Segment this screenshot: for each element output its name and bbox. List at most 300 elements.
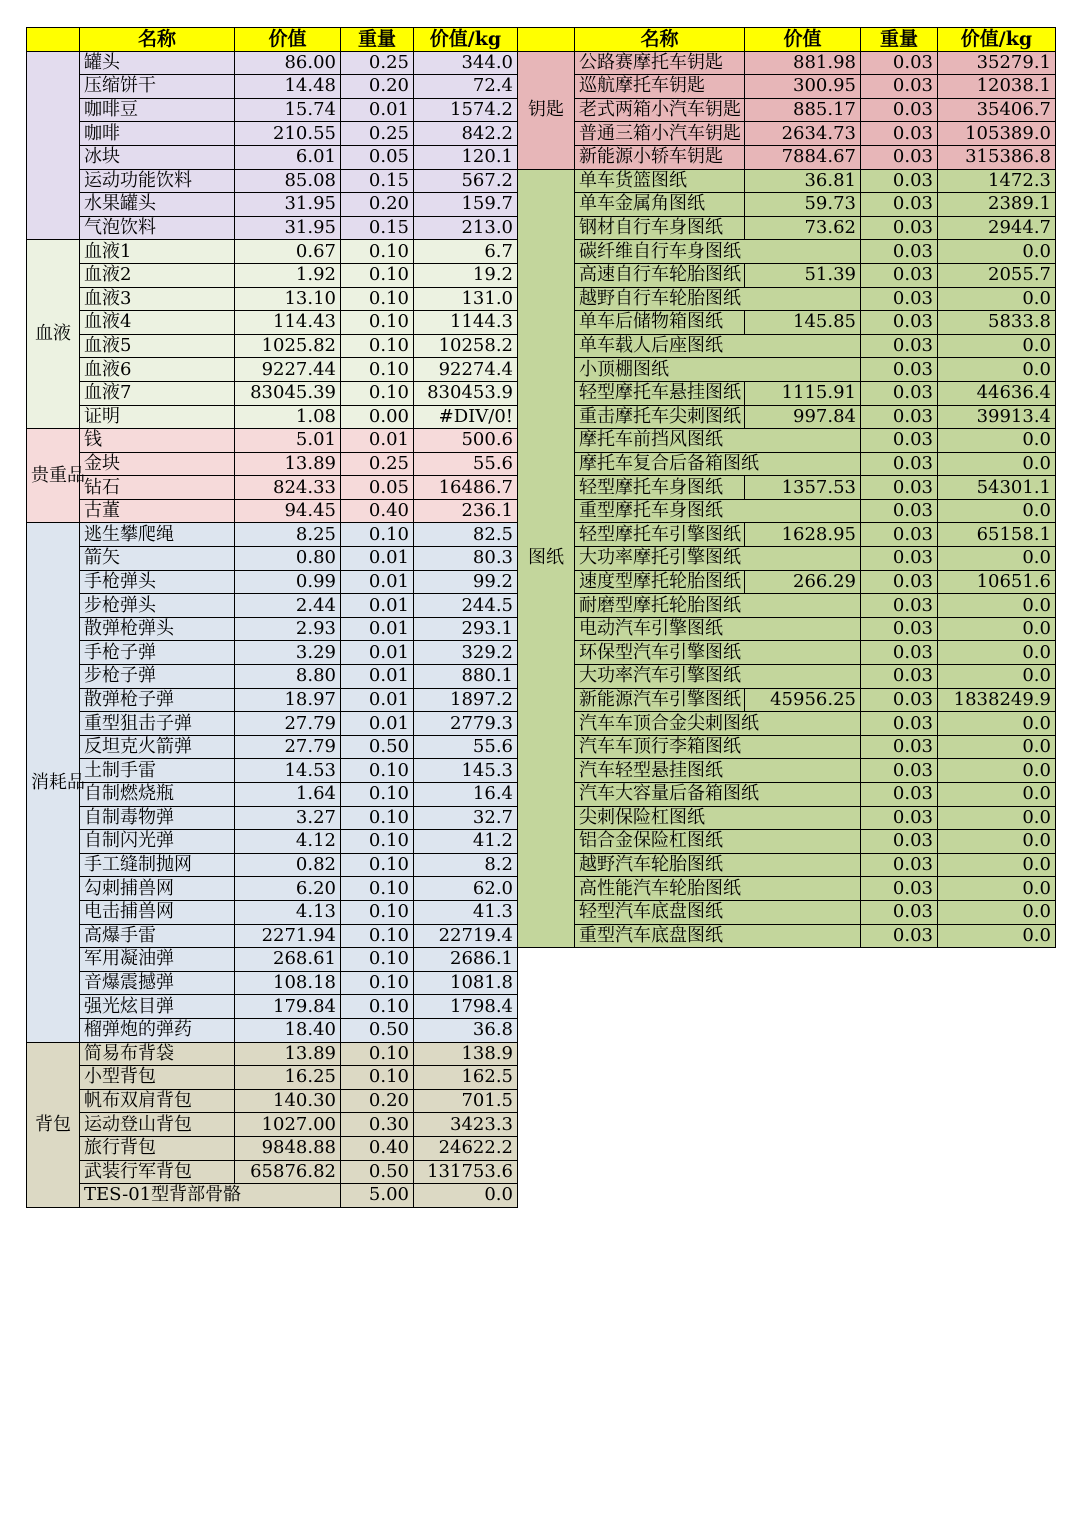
table-row: [27, 193, 518, 217]
right-item-table: [517, 27, 1056, 948]
category-label: 背包: [27, 1042, 80, 1207]
item-value-cell: 16.25: [235, 1066, 341, 1090]
item-weight-cell: 0.20: [341, 1089, 414, 1113]
item-weight-cell: 0.10: [341, 1066, 414, 1090]
item-name-cell: 自制毒物弹: [80, 806, 235, 830]
item-ratio-cell: 2779.3: [414, 712, 518, 736]
item-name-cell: 血液5: [80, 334, 235, 358]
item-value-cell: 0.99: [235, 570, 341, 594]
item-value-cell: 268.61: [235, 948, 341, 972]
item-ratio-cell: 41.2: [414, 830, 518, 854]
item-weight-cell: 0.03: [861, 240, 938, 264]
table-row: [27, 1066, 518, 1090]
item-value-cell: 5.01: [235, 429, 341, 453]
item-weight-cell: 0.03: [861, 924, 938, 948]
item-weight-cell: 0.05: [341, 145, 414, 169]
item-name-cell: 武装行军背包: [80, 1160, 235, 1184]
left-header-row: [27, 28, 518, 52]
table-row: [518, 712, 1056, 736]
right-header-weight: 重量: [861, 28, 938, 52]
table-row: [518, 617, 1056, 641]
item-ratio-cell: 0.0: [938, 617, 1056, 641]
item-ratio-cell: 16.4: [414, 783, 518, 807]
item-ratio-cell: 2389.1: [938, 193, 1056, 217]
item-value-cell: 9227.44: [235, 358, 341, 382]
table-row: [518, 853, 1056, 877]
item-value-cell: 108.18: [235, 971, 341, 995]
item-weight-cell: 0.10: [341, 783, 414, 807]
table-row: [27, 452, 518, 476]
item-weight-cell: 0.03: [861, 169, 938, 193]
table-row: [27, 51, 518, 75]
table-row: [27, 924, 518, 948]
item-value-cell: 31.95: [235, 193, 341, 217]
item-name-cell: 血液4: [80, 311, 235, 335]
item-name-cell: 自制燃烧瓶: [80, 783, 235, 807]
item-value-cell: 36.81: [745, 169, 861, 193]
item-name-cell: 越野自行车轮胎图纸: [575, 287, 861, 311]
item-name-cell: 巡航摩托车钥匙: [575, 75, 745, 99]
item-ratio-cell: 22719.4: [414, 924, 518, 948]
item-value-cell: 1115.91: [745, 381, 861, 405]
item-name-cell: 高速自行车轮胎图纸: [575, 263, 745, 287]
item-name-cell: 耐磨型摩托轮胎图纸: [575, 594, 861, 618]
item-weight-cell: 0.03: [861, 570, 938, 594]
item-name-cell: 钢材自行车身图纸: [575, 216, 745, 240]
item-weight-cell: 0.03: [861, 145, 938, 169]
item-value-cell: 73.62: [745, 216, 861, 240]
table-row: [518, 759, 1056, 783]
item-weight-cell: 0.01: [341, 665, 414, 689]
item-weight-cell: 0.03: [861, 830, 938, 854]
item-value-cell: 94.45: [235, 499, 341, 523]
item-name-cell: 单车金属角图纸: [575, 193, 745, 217]
item-weight-cell: 0.01: [341, 712, 414, 736]
item-ratio-cell: 0.0: [938, 759, 1056, 783]
table-row: [27, 688, 518, 712]
item-name-cell: 金块: [80, 452, 235, 476]
item-weight-cell: 0.03: [861, 51, 938, 75]
item-name-cell: 逃生攀爬绳: [80, 523, 235, 547]
item-ratio-cell: 236.1: [414, 499, 518, 523]
item-ratio-cell: 41.3: [414, 900, 518, 924]
item-ratio-cell: 105389.0: [938, 122, 1056, 146]
item-ratio-cell: 19.2: [414, 263, 518, 287]
item-weight-cell: 0.15: [341, 169, 414, 193]
table-row: [27, 1018, 518, 1042]
table-row: [27, 948, 518, 972]
item-ratio-cell: 12038.1: [938, 75, 1056, 99]
item-value-cell: 885.17: [745, 98, 861, 122]
item-weight-cell: 0.03: [861, 641, 938, 665]
table-row: [518, 98, 1056, 122]
item-name-cell: 重型摩托车身图纸: [575, 499, 861, 523]
table-row: [518, 830, 1056, 854]
table-row: [27, 523, 518, 547]
item-ratio-cell: 293.1: [414, 617, 518, 641]
item-ratio-cell: 0.0: [938, 853, 1056, 877]
item-weight-cell: 0.03: [861, 287, 938, 311]
item-value-cell: 18.97: [235, 688, 341, 712]
table-row: [27, 263, 518, 287]
item-ratio-cell: 1897.2: [414, 688, 518, 712]
item-weight-cell: 0.03: [861, 499, 938, 523]
item-weight-cell: 0.01: [341, 641, 414, 665]
item-weight-cell: 0.03: [861, 688, 938, 712]
table-row: [27, 1042, 518, 1066]
item-ratio-cell: 55.6: [414, 452, 518, 476]
item-weight-cell: 0.10: [341, 334, 414, 358]
table-row: [27, 75, 518, 99]
item-ratio-cell: 0.0: [938, 452, 1056, 476]
item-weight-cell: 0.10: [341, 877, 414, 901]
item-weight-cell: 0.10: [341, 263, 414, 287]
table-row: [518, 570, 1056, 594]
item-weight-cell: 0.05: [341, 476, 414, 500]
item-name-cell: 手枪子弹: [80, 641, 235, 665]
item-weight-cell: 0.01: [341, 98, 414, 122]
item-name-cell: 重型狙击子弹: [80, 712, 235, 736]
item-name-cell: 汽车大容量后备箱图纸: [575, 783, 861, 807]
item-name-cell: 大功率汽车引擎图纸: [575, 665, 861, 689]
item-ratio-cell: 62.0: [414, 877, 518, 901]
item-weight-cell: 0.10: [341, 311, 414, 335]
table-row: [518, 193, 1056, 217]
category-label: 血液: [27, 240, 80, 429]
item-ratio-cell: 0.0: [938, 735, 1056, 759]
item-weight-cell: 0.10: [341, 971, 414, 995]
table-row: [518, 287, 1056, 311]
item-name-cell: 咖啡豆: [80, 98, 235, 122]
item-weight-cell: 0.03: [861, 712, 938, 736]
item-ratio-cell: 159.7: [414, 193, 518, 217]
item-name-cell: 单车载人后座图纸: [575, 334, 861, 358]
item-ratio-cell: 80.3: [414, 547, 518, 571]
table-row: [27, 594, 518, 618]
item-weight-cell: 0.10: [341, 948, 414, 972]
item-name-cell: 古董: [80, 499, 235, 523]
item-name-cell: 新能源汽车引擎图纸: [575, 688, 745, 712]
item-value-cell: 0.80: [235, 547, 341, 571]
item-ratio-cell: 5833.8: [938, 311, 1056, 335]
item-name-cell: 散弹枪子弹: [80, 688, 235, 712]
item-ratio-cell: 2944.7: [938, 216, 1056, 240]
item-value-cell: 179.84: [235, 995, 341, 1019]
table-row: [27, 476, 518, 500]
item-weight-cell: 0.03: [861, 122, 938, 146]
item-weight-cell: 0.20: [341, 193, 414, 217]
item-name-cell: 运动登山背包: [80, 1113, 235, 1137]
item-weight-cell: 0.10: [341, 995, 414, 1019]
table-row: [27, 783, 518, 807]
item-weight-cell: 0.03: [861, 853, 938, 877]
item-name-cell: 摩托车前挡风图纸: [575, 429, 861, 453]
table-row: [518, 405, 1056, 429]
item-weight-cell: 0.03: [861, 98, 938, 122]
item-ratio-cell: 138.9: [414, 1042, 518, 1066]
item-ratio-cell: 0.0: [938, 877, 1056, 901]
table-row: [27, 900, 518, 924]
category-label: 消耗品: [27, 523, 80, 1042]
item-name-cell: 勾刺捕兽网: [80, 877, 235, 901]
item-value-cell: 7884.67: [745, 145, 861, 169]
item-name-cell: 大功率摩托引擎图纸: [575, 547, 861, 571]
table-row: [518, 900, 1056, 924]
item-weight-cell: 0.10: [341, 830, 414, 854]
item-weight-cell: 0.10: [341, 523, 414, 547]
item-weight-cell: 0.01: [341, 688, 414, 712]
item-name-cell: 简易布背袋: [80, 1042, 235, 1066]
table-row: [27, 429, 518, 453]
item-value-cell: 140.30: [235, 1089, 341, 1113]
item-name-cell: 高爆手雷: [80, 924, 235, 948]
item-value-cell: 4.12: [235, 830, 341, 854]
item-ratio-cell: 145.3: [414, 759, 518, 783]
item-weight-cell: 0.10: [341, 381, 414, 405]
item-ratio-cell: 10651.6: [938, 570, 1056, 594]
item-name-cell: TES-01型背部骨骼: [80, 1184, 341, 1208]
item-value-cell: 4.13: [235, 900, 341, 924]
item-weight-cell: 0.10: [341, 853, 414, 877]
item-ratio-cell: 39913.4: [938, 405, 1056, 429]
table-row: [27, 1160, 518, 1184]
item-name-cell: 旅行背包: [80, 1136, 235, 1160]
table-row: [27, 122, 518, 146]
table-row: [518, 51, 1056, 75]
table-row: [518, 877, 1056, 901]
item-weight-cell: 0.10: [341, 287, 414, 311]
item-ratio-cell: 213.0: [414, 216, 518, 240]
item-ratio-cell: 16486.7: [414, 476, 518, 500]
item-ratio-cell: 35406.7: [938, 98, 1056, 122]
table-row: [518, 523, 1056, 547]
item-weight-cell: 0.03: [861, 452, 938, 476]
item-name-cell: 自制闪光弹: [80, 830, 235, 854]
left-header-value: 价值: [235, 28, 341, 52]
item-ratio-cell: 830453.9: [414, 381, 518, 405]
item-weight-cell: 0.03: [861, 216, 938, 240]
table-row: [518, 783, 1056, 807]
item-weight-cell: 0.10: [341, 240, 414, 264]
table-row: [27, 358, 518, 382]
item-name-cell: 速度型摩托轮胎图纸: [575, 570, 745, 594]
item-ratio-cell: 35279.1: [938, 51, 1056, 75]
item-ratio-cell: 0.0: [414, 1184, 518, 1208]
table-row: [518, 145, 1056, 169]
item-ratio-cell: 0.0: [938, 499, 1056, 523]
item-value-cell: 86.00: [235, 51, 341, 75]
item-value-cell: 824.33: [235, 476, 341, 500]
item-name-cell: 越野汽车轮胎图纸: [575, 853, 861, 877]
table-row: [518, 334, 1056, 358]
table-row: [27, 240, 518, 264]
category-label: 贵重品: [27, 429, 80, 523]
item-value-cell: 0.82: [235, 853, 341, 877]
item-name-cell: 军用凝油弹: [80, 948, 235, 972]
item-value-cell: 2634.73: [745, 122, 861, 146]
item-name-cell: 公路赛摩托车钥匙: [575, 51, 745, 75]
item-value-cell: 266.29: [745, 570, 861, 594]
item-name-cell: 轻型汽车底盘图纸: [575, 900, 861, 924]
item-weight-cell: 0.25: [341, 122, 414, 146]
table-row: [518, 452, 1056, 476]
table-row: [27, 405, 518, 429]
item-name-cell: 气泡饮料: [80, 216, 235, 240]
item-weight-cell: 0.03: [861, 405, 938, 429]
item-ratio-cell: 0.0: [938, 830, 1056, 854]
item-value-cell: 8.25: [235, 523, 341, 547]
item-ratio-cell: 131.0: [414, 287, 518, 311]
item-value-cell: 85.08: [235, 169, 341, 193]
item-weight-cell: 0.10: [341, 924, 414, 948]
item-weight-cell: 0.03: [861, 900, 938, 924]
item-weight-cell: 0.01: [341, 617, 414, 641]
item-ratio-cell: 55.6: [414, 735, 518, 759]
item-weight-cell: 0.50: [341, 1160, 414, 1184]
item-ratio-cell: 8.2: [414, 853, 518, 877]
item-ratio-cell: 0.0: [938, 783, 1056, 807]
item-name-cell: 铝合金保险杠图纸: [575, 830, 861, 854]
item-name-cell: 轻型摩托车引擎图纸: [575, 523, 745, 547]
item-name-cell: 步枪子弹: [80, 665, 235, 689]
item-name-cell: 轻型摩托车悬挂图纸: [575, 381, 745, 405]
right-header-name: 名称: [575, 28, 745, 52]
item-name-cell: 反坦克火箭弹: [80, 735, 235, 759]
table-row: [27, 145, 518, 169]
item-name-cell: 冰块: [80, 145, 235, 169]
right-header-ratio: 价值/kg: [938, 28, 1056, 52]
item-value-cell: 2.93: [235, 617, 341, 641]
item-weight-cell: 0.03: [861, 783, 938, 807]
table-row: [27, 617, 518, 641]
item-name-cell: 血液3: [80, 287, 235, 311]
item-name-cell: 轻型摩托车身图纸: [575, 476, 745, 500]
item-name-cell: 手枪弹头: [80, 570, 235, 594]
item-ratio-cell: 162.5: [414, 1066, 518, 1090]
item-value-cell: 1027.00: [235, 1113, 341, 1137]
table-row: [27, 1089, 518, 1113]
table-row: [27, 712, 518, 736]
item-value-cell: 13.10: [235, 287, 341, 311]
item-value-cell: 6.01: [235, 145, 341, 169]
item-weight-cell: 0.10: [341, 806, 414, 830]
item-name-cell: 强光炫目弹: [80, 995, 235, 1019]
item-weight-cell: 0.03: [861, 594, 938, 618]
item-ratio-cell: 72.4: [414, 75, 518, 99]
table-row: [27, 570, 518, 594]
item-name-cell: 汽车车顶行李箱图纸: [575, 735, 861, 759]
item-ratio-cell: 54301.1: [938, 476, 1056, 500]
item-ratio-cell: 701.5: [414, 1089, 518, 1113]
item-value-cell: 881.98: [745, 51, 861, 75]
item-ratio-cell: 2055.7: [938, 263, 1056, 287]
item-ratio-cell: 1574.2: [414, 98, 518, 122]
table-row: [27, 830, 518, 854]
table-row: [27, 995, 518, 1019]
item-weight-cell: 0.03: [861, 311, 938, 335]
item-name-cell: 血液7: [80, 381, 235, 405]
item-value-cell: 13.89: [235, 452, 341, 476]
item-name-cell: 血液1: [80, 240, 235, 264]
table-row: [518, 688, 1056, 712]
item-ratio-cell: 0.0: [938, 665, 1056, 689]
table-row: [27, 216, 518, 240]
item-ratio-cell: 842.2: [414, 122, 518, 146]
item-name-cell: 钻石: [80, 476, 235, 500]
table-row: [27, 547, 518, 571]
item-ratio-cell: 244.5: [414, 594, 518, 618]
item-weight-cell: 0.03: [861, 735, 938, 759]
table-row: [518, 594, 1056, 618]
right-header-category: [518, 28, 575, 52]
category-label: 图纸: [518, 169, 575, 948]
item-value-cell: 1.64: [235, 783, 341, 807]
table-row: [518, 429, 1056, 453]
item-value-cell: 114.43: [235, 311, 341, 335]
item-value-cell: 1357.53: [745, 476, 861, 500]
item-ratio-cell: 0.0: [938, 641, 1056, 665]
item-weight-cell: 0.03: [861, 806, 938, 830]
table-row: [518, 924, 1056, 948]
item-ratio-cell: 131753.6: [414, 1160, 518, 1184]
item-weight-cell: 0.15: [341, 216, 414, 240]
item-weight-cell: 0.01: [341, 547, 414, 571]
table-row: [27, 735, 518, 759]
item-ratio-cell: 0.0: [938, 429, 1056, 453]
item-name-cell: 罐头: [80, 51, 235, 75]
table-row: [518, 216, 1056, 240]
table-row: [518, 311, 1056, 335]
item-ratio-cell: 32.7: [414, 806, 518, 830]
item-value-cell: 1.08: [235, 405, 341, 429]
table-row: [518, 75, 1056, 99]
item-ratio-cell: 6.7: [414, 240, 518, 264]
item-weight-cell: 0.03: [861, 75, 938, 99]
item-weight-cell: 0.03: [861, 429, 938, 453]
item-ratio-cell: 1838249.9: [938, 688, 1056, 712]
table-row: [27, 641, 518, 665]
item-weight-cell: 0.00: [341, 405, 414, 429]
table-row: [518, 499, 1056, 523]
item-name-cell: 高性能汽车轮胎图纸: [575, 877, 861, 901]
left-item-table: [26, 27, 518, 1208]
category-label: [27, 51, 80, 240]
item-weight-cell: 0.03: [861, 358, 938, 382]
table-row: [27, 877, 518, 901]
item-name-cell: 小顶棚图纸: [575, 358, 861, 382]
item-value-cell: 1628.95: [745, 523, 861, 547]
item-ratio-cell: 0.0: [938, 358, 1056, 382]
item-value-cell: 210.55: [235, 122, 341, 146]
item-value-cell: 2271.94: [235, 924, 341, 948]
item-value-cell: 51.39: [745, 263, 861, 287]
table-row: [518, 476, 1056, 500]
table-row: [518, 735, 1056, 759]
table-row: [27, 665, 518, 689]
item-name-cell: 老式两箱小汽车钥匙: [575, 98, 745, 122]
right-header-value: 价值: [745, 28, 861, 52]
item-ratio-cell: 315386.8: [938, 145, 1056, 169]
item-value-cell: 14.48: [235, 75, 341, 99]
table-row: [27, 334, 518, 358]
item-weight-cell: 0.10: [341, 358, 414, 382]
item-value-cell: 27.79: [235, 735, 341, 759]
item-weight-cell: 0.03: [861, 381, 938, 405]
item-ratio-cell: 1472.3: [938, 169, 1056, 193]
item-name-cell: 新能源小轿车钥匙: [575, 145, 745, 169]
item-name-cell: 散弹枪弹头: [80, 617, 235, 641]
item-ratio-cell: 0.0: [938, 924, 1056, 948]
